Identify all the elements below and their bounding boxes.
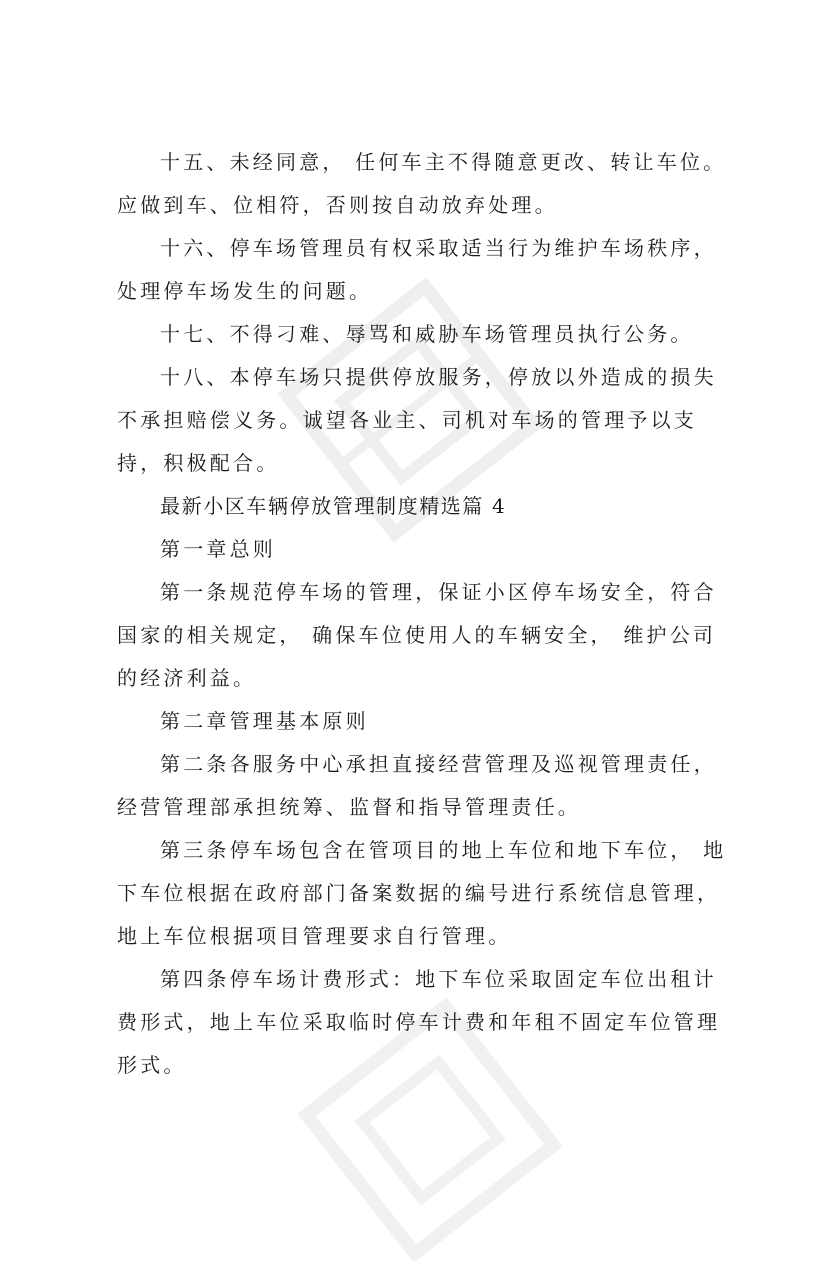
paragraph-item-17: 十七、不得刁难、辱骂和威胁车场管理员执行公务。 xyxy=(160,322,694,346)
paragraph-item-16: 十六、停车场管理员有权采取适当行为维护车场秩序，处理停车场发生的问题。 xyxy=(117,236,717,303)
article-1: 第一条规范停车场的管理，保证小区停车场安全，符合国家的相关规定， 确保车位使用人的车辆安全， 维护公司的经济利益。 xyxy=(117,580,717,690)
article-2: 第二条各服务中心承担直接经营管理及巡视管理责任，经营管理部承担统筹、监督和指导管理责任。 xyxy=(117,752,717,819)
article-4: 第四条停车场计费形式：地下车位采取固定车位出租计费形式，地上车位采取临时停车计费和年租不固定车位管理形式。 xyxy=(117,967,721,1077)
section-title: 最新小区车辆停放管理制度精选篇 4 xyxy=(160,494,507,518)
paragraph-item-15: 十五、未经同意， 任何车主不得随意更改、转让车位。应做到车、位相符，否则按自动放弃处理。 xyxy=(117,150,727,217)
chapter-heading-2: 第二章管理基本原则 xyxy=(160,709,369,733)
chapter-heading-1: 第一章总则 xyxy=(160,537,276,561)
paragraph-item-18: 十八、本停车场只提供停放服务，停放以外造成的损失不承担赔偿义务。诚望各业主、司机对车场的管理予以支持，积极配合。 xyxy=(117,365,717,475)
document-body xyxy=(117,141,729,1087)
article-3: 第三条停车场包含在管项目的地上车位和地下车位， 地下车位根据在政府部门备案数据的编号进行系统信息管理， 地上车位根据项目管理要求自行管理。 xyxy=(117,838,727,948)
